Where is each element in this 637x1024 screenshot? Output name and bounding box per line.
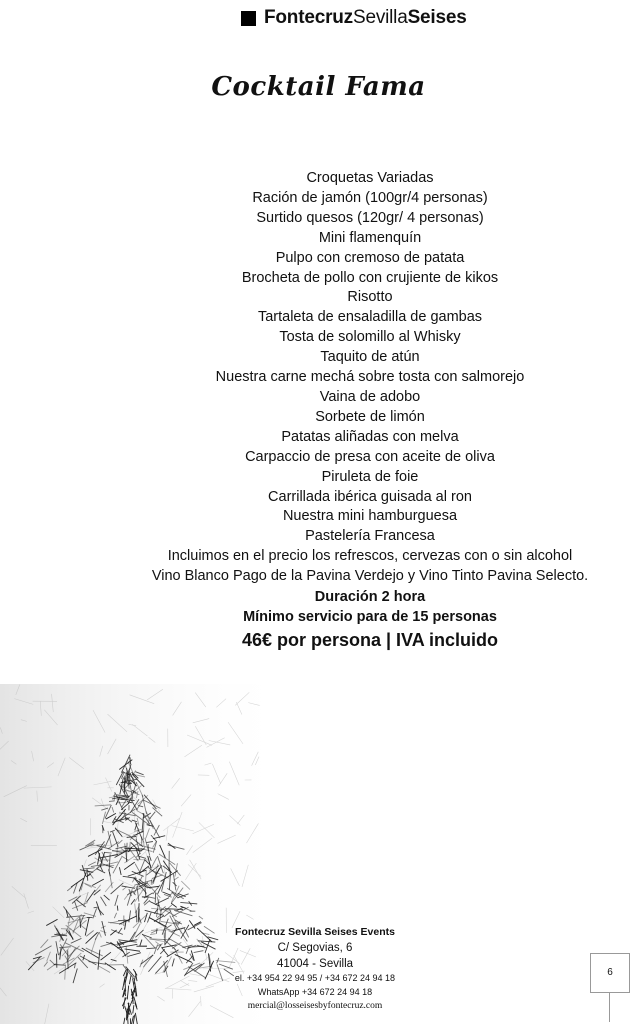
menu-item: Vino Blanco Pago de la Pavina Verdejo y Vino Tinto Pavina Selecto.	[151, 568, 589, 585]
menu-item: Tosta de solomillo al Whisky	[279, 329, 461, 346]
menu-item: Incluimos en el precio los refrescos, cervezas con o sin alcohol	[167, 548, 573, 565]
menu-item: Vaina de adobo	[319, 388, 421, 405]
footer-whatsapp: WhatsApp +34 672 24 94 18	[257, 986, 373, 997]
page-number-divider	[609, 992, 610, 1022]
menu-item: Risotto	[347, 289, 393, 306]
menu-list	[0, 169, 637, 587]
menu-item: Pulpo con cremoso de patata	[275, 249, 465, 266]
menu-item: Piruleta de foie	[321, 468, 419, 485]
page-title: Cocktail Fama	[211, 72, 426, 102]
menu-item: Pastelería Francesa	[305, 528, 435, 545]
price-text: 46€ por persona | IVA incluido	[241, 630, 499, 650]
menu-item: Patatas aliñadas con melva	[281, 428, 459, 445]
footer-contact	[210, 925, 420, 1014]
footer-city: 41004 - Sevilla	[276, 958, 354, 970]
brand-name-part3: Seises	[407, 7, 467, 28]
menu-item: Nuestra carne mechá sobre tosta con salmorejo	[215, 369, 525, 386]
duration-text: Duración 2 hora	[314, 589, 426, 605]
menu-item: Ración de jamón (100gr/4 personas)	[252, 189, 488, 206]
page-number: 6	[590, 953, 630, 993]
menu-item: Taquito de atún	[320, 349, 420, 366]
footer-email[interactable]: mercial@losseisesbyfontecruz.com	[247, 1001, 383, 1011]
menu-item: Nuestra mini hamburguesa	[282, 508, 458, 525]
footer-phone: el. +34 954 22 94 95 / +34 672 24 94 18	[234, 973, 396, 983]
menu-item: Surtido quesos (120gr/ 4 personas)	[256, 209, 484, 226]
menu-item: Croquetas Variadas	[306, 170, 434, 186]
menu-item: Sorbete de limón	[315, 408, 425, 425]
menu-item: Tartaleta de ensaladilla de gambas	[257, 309, 483, 326]
brand-name-part2: Sevilla	[352, 7, 408, 28]
minimum-service-text: Mínimo servicio para de 15 personas	[243, 609, 497, 625]
menu-item: Brocheta de pollo con crujiente de kikos	[241, 269, 499, 286]
menu-item: Carrillada ibérica guisada al ron	[268, 488, 472, 505]
menu-item: Carpaccio de presa con aceite de oliva	[245, 448, 495, 465]
brand-name-part1: Fontecruz	[264, 7, 353, 28]
brand-square-icon	[241, 11, 256, 26]
footer-company-name: Fontecruz Sevilla Seises Events	[235, 926, 395, 938]
menu-item: Mini flamenquín	[318, 229, 422, 246]
brand-header	[241, 6, 467, 30]
footer-street: C/ Segovias, 6	[277, 942, 353, 954]
